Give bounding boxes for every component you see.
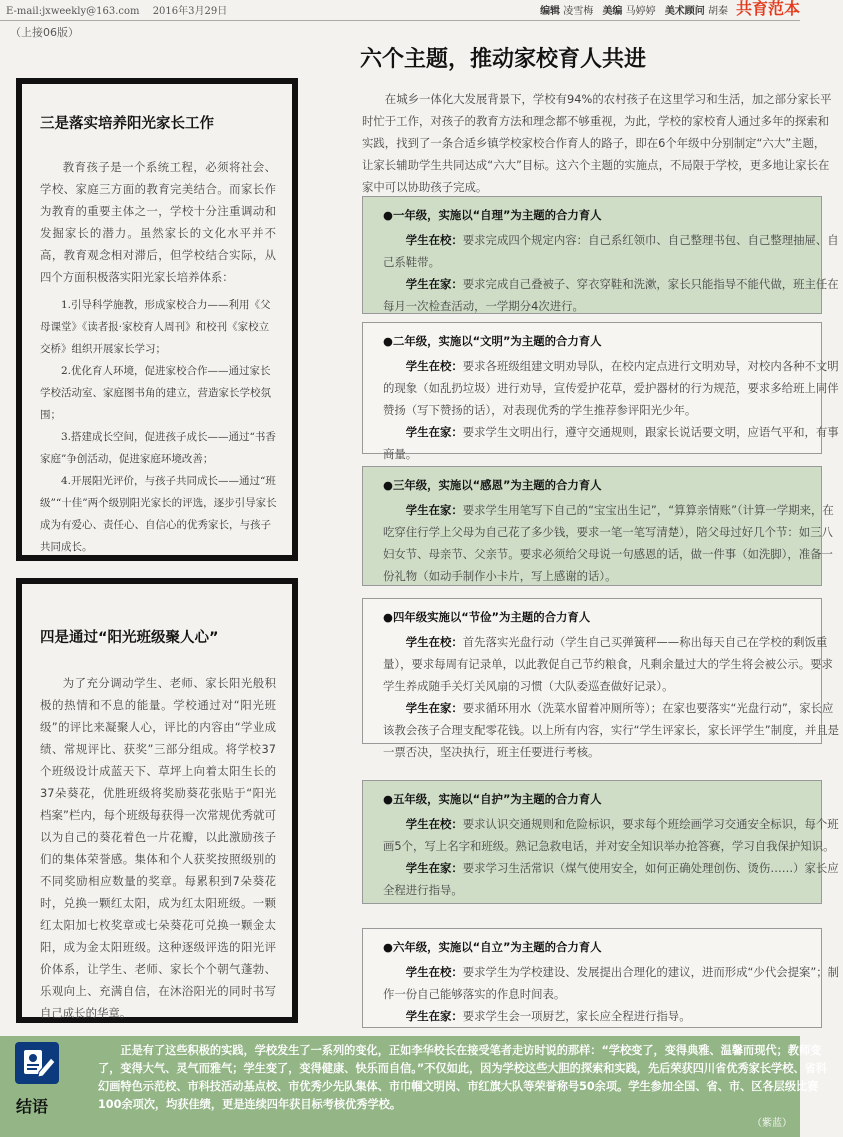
home-text: 要求学生用笔写下自己的“宝宝出生记”，“算算亲情账”（计算一学期来，在吃穿住行学上父母为自己花了多少钱，要求一笔一笔写清楚），陪父母过好几个节：如三八妇女节、母亲节、父亲节。要求必须给父母说一句感恩的话，做一件事（如洗脚），准备一份礼物（如动手制作小卡片，写上感谢的话）。: [383, 503, 834, 583]
home-label: 学生在家：: [405, 1009, 463, 1023]
box2-paragraph: 为了充分调动学生、老师、家长阳光般积极的热情和不息的能量。学校通过对“阳光班级”的评比来凝聚人心，评比的内容由“学业成绩、常规评比、获奖”三部分组成。将学校37个班级设计成蓝天下、草坪上向着太阳生长的37朵葵花，优胜班级将奖励葵花张贴于“阳光档案”栏内，每个班级每获得一次常规优秀就可以为自己的葵花着色一片花瓣，以此激励孩子们的集体荣誉感。集体和个人获奖按照级别的不同奖励相应数量的奖章。每累积到7朵葵花时，兑换一颗红太阳，成为红太阳班级。一颗红太阳加七枚奖章或七朵葵花可兑换一颗金太阳，成为金太阳班级。这种逐级评选的阳光评价体系，让学生、老师、家长个个朝气蓬勃、乐观向上、充满自信，在沐浴阳光的同时书写自己成长的华章。: [40, 676, 276, 1020]
grade-5-school: [383, 813, 843, 857]
grade-5-heading: ●五年级，实施以“自护”为主题的合力育人: [383, 792, 602, 806]
home-label: 学生在家：: [405, 425, 463, 439]
grade-6-heading: ●六年级，实施以“自立”为主题的合力育人: [383, 940, 602, 954]
editor-name: 凌雪梅: [563, 6, 594, 17]
school-label: 学生在校：: [405, 635, 463, 649]
intro-paragraph: 在城乡一体化大发展背景下，学校有94%的农村孩子在这里学习和生活，加之部分家长平时忙于工作，对孩子的教育方法和理念都不够重视，为此，学校的家校育人通过多年的探索和实践，找到了一条合适乡镇学校家校合作育人的路子，即在6个年级中分别制定“六大”主题，让家长辅助学生共同达成“六大”目标。这六个主题的实施点，不局限于学校，更多地让家长在家中可以协助孩子完成。: [362, 92, 832, 194]
box1-body: [40, 156, 276, 288]
article-title: 六个主题，推动家校育人共进: [360, 47, 647, 72]
document-pen-icon: [15, 1042, 59, 1084]
grade-4-school: [383, 631, 843, 697]
home-label: 学生在家：: [405, 503, 463, 517]
grade-4-home: [383, 697, 843, 763]
school-label: 学生在校：: [405, 817, 463, 831]
school-label: 学生在校：: [405, 233, 463, 247]
continued-note: （上接06版）: [10, 26, 79, 39]
grade-1-heading: ●一年级，实施以“自理”为主题的合力育人: [383, 208, 602, 222]
header-email: E-mail:jxweekly@163.com: [6, 6, 140, 17]
list-item: 2.优化育人环境，促进家校合作——通过家长学校活动室、家庭图书角的建立，营造家长学校氛围；: [40, 365, 271, 421]
box2-body: [40, 672, 276, 1024]
grade-2-home: [383, 421, 843, 465]
box-parent-training: [16, 78, 298, 561]
grade-2-text: [383, 355, 843, 465]
box1-list: [40, 294, 278, 558]
home-label: 学生在家：: [405, 861, 463, 875]
grade-3-heading: ●三年级，实施以“感恩”为主题的合力育人: [383, 478, 602, 492]
author-signature: （紫蓝）: [752, 1118, 792, 1129]
list-item: 4.开展阳光评价，与孩子共同成长——通过“班级”“十佳”两个级别阳光家长的评选，逐步引导家长成为有爱心、责任心、自信心的优秀家长，与孩子共同成长。: [40, 475, 277, 553]
grade-1-panel: [362, 196, 839, 314]
grade-5-text: [383, 813, 843, 901]
grade-3-panel: [362, 466, 834, 586]
box1-paragraph: 教育孩子是一个系统工程，必须将社会、学校、家庭三方面的教育完美结合。而家长作为教育的重要主体之一，学校十分注重调动和发掘家长的潜力。虽然家长的文化水平并不高，教育观念相对滞后，但学校结合实际，从四个方面积极落实阳光家长培养体系：: [40, 160, 276, 284]
box1-title: 三是落实培养阳光家长工作: [40, 116, 214, 132]
grade-2-heading: ●二年级，实施以“文明”为主题的合力育人: [383, 334, 602, 348]
school-text: 首先落实光盘行动（学生自己买弹簧秤——称出每天自己在学校的剩饭重量），要求每周有记录单，以此教促自己节约粮食，凡剩余量过大的学生将会被公示。要求学生养成随手关灯关风扇的习惯（大队委巡查做好记录）。: [383, 635, 833, 693]
box2-title: 四是通过“阳光班级聚人心”: [40, 630, 219, 646]
grade-6-home: [383, 1005, 843, 1027]
grade-6-school: [383, 961, 843, 1005]
grade-2-school: [383, 355, 843, 421]
grade-2-panel: [362, 322, 839, 461]
list-item: 3.搭建成长空间，促进孩子成长——通过“书香家庭”争创活动，促进家庭环境改善；: [40, 431, 276, 465]
school-text: 要求学生为学校建设、发展提出合理化的建议，进而形成“少代会提案”；制作一份自己能够落实的作息时间表。: [383, 965, 840, 1001]
grade-6-text: [383, 961, 843, 1027]
grade-1-home: [383, 273, 843, 317]
grade-6-panel: [362, 928, 840, 1028]
conclusion-text: [98, 1042, 838, 1114]
school-label: 学生在校：: [405, 965, 463, 979]
conclusion-label: 结语: [16, 1097, 49, 1116]
art-editor-name: 马婷婷: [625, 6, 656, 17]
section-logo: 共育范本: [735, 0, 800, 18]
header-date: 2016年3月29日: [152, 6, 228, 17]
art-editor-label: 美编: [602, 6, 623, 17]
grade-5-panel: [362, 780, 839, 904]
conclusion-paragraph: 正是有了这些积极的实践，学校发生了一系列的变化，正如李华校长在接受笔者走访时说的那样：“学校变了，变得典雅、温馨而现代；教师变了，变得大气、灵气而雅气；学生变了，变得健康、快乐而自信。”不仅如此，因为学校这些大胆的探索和实践，先后荣获四川省优秀家长学校、省科幻画特色示范校、市科技活动基点校、市优秀少先队集体、市巾帼文明岗、市红旗大队等荣誉称号50余项。学生参加全国、省、市、区各层级比赛100余项次，均获佳绩，更是连续四年获目标考核优秀学校。: [98, 1044, 827, 1111]
home-text: 要求完成自己叠被子、穿衣穿鞋和洗漱，家长只能指导不能代做，班主任在每月一次检查活动，一学期分4次进行。: [383, 277, 839, 313]
home-text: 要求学习生活常识（煤气使用安全，如何正确处理创伤、烫伤……）家长应全程进行指导。: [383, 861, 839, 897]
art-advisor-label: 美术顾问: [664, 6, 705, 17]
art-advisor-name: 胡秦: [708, 6, 728, 17]
page-header: [0, 0, 800, 21]
home-label: 学生在家：: [405, 701, 463, 715]
header-credits: [540, 2, 734, 17]
grade-4-panel: [362, 598, 840, 759]
school-text: 要求认识交通规则和危险标识，要求每个班绘画学习交通安全标识，每个班画5个，写上名字和班级。熟记急救电话，并对安全知识举办抢答赛，学习自我保护知识。: [383, 817, 839, 853]
grade-3-home: [383, 499, 843, 587]
grade-1-school: [383, 229, 843, 273]
school-text: 要求完成四个规定内容：自己系红领巾、自己整理书包、自己整理抽屉、自己系鞋带。: [383, 233, 839, 269]
home-text: 要求学生文明出行，遵守交通规则，跟家长说话要文明，应语气平和，有事商量。: [383, 425, 839, 461]
header-left: [6, 2, 237, 17]
school-text: 要求各班级组建文明劝导队，在校内定点进行文明劝导，对校内各种不文明的现象（如乱扔垃圾）进行劝导，宣传爱护花草，爱护器材的行为规范，要求多给班上同伴赞扬（写下赞扬的话），对表现优秀的学生推荐参评阳光少年。: [383, 359, 839, 417]
list-item: 1.引导科学施教，形成家校合力——利用《父母课堂》《读者报·家校育人周刊》和校刊《家校立交桥》组织开展家长学习；: [40, 299, 271, 355]
home-text: 要求学生会一项厨艺，家长应全程进行指导。: [462, 1009, 691, 1023]
home-label: 学生在家：: [405, 277, 463, 291]
box-sunshine-class: [16, 578, 298, 1023]
school-label: 学生在校：: [405, 359, 463, 373]
article-intro: [362, 88, 832, 198]
grade-3-text: [383, 499, 843, 587]
grade-4-text: [383, 631, 843, 763]
grade-5-home: [383, 857, 843, 901]
grade-4-heading: ●四年级实施以“节俭”为主题的合力育人: [383, 610, 591, 624]
editor-label: 编辑: [540, 6, 561, 17]
home-text: 要求循环用水（洗菜水留着冲厕所等）；在家也要落实“光盘行动”，家长应该教会孩子合理支配零花钱。以上所有内容，实行“学生评家长，家长评学生”制度，并且是一票否决，坚决执行，班主任要进行考核。: [383, 701, 840, 759]
grade-1-text: [383, 229, 843, 317]
